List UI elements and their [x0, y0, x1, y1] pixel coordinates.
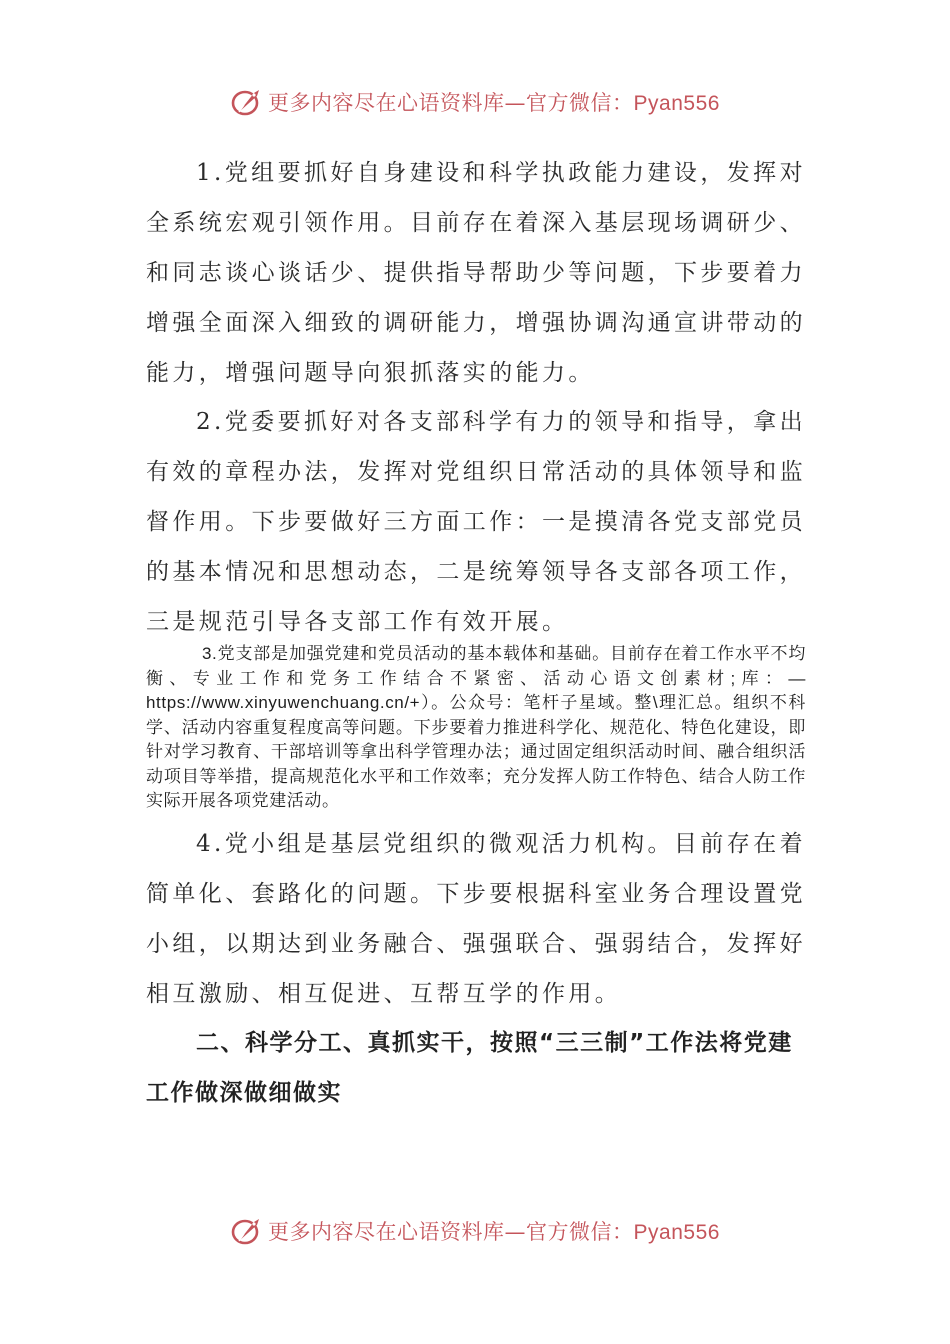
paragraph-4: 4.党小组是基层党组织的微观活力机构。目前存在着简单化、套路化的问题。下步要根据科室业务合理设置党小组，以期达到业务融合、强强联合、强弱结合，发挥好相互激励、相互促进、互帮互学的作用。: [146, 831, 806, 1007]
footer-watermark-banner: [0, 1209, 950, 1253]
header-banner-text: 更多内容尽在心语资料库—官方微信：Pyan556: [268, 91, 720, 115]
section-heading: 二、科学分工、真抓实干，按照“三三制”工作法将党建工作做深做细做实: [146, 1030, 793, 1106]
paragraph-3: 3.党支部是加强党建和党员活动的基本载体和基础。目前存在着工作水平不均衡、专业工作和党务工作结合不紧密、活动心语文创素材;库：—https://www.xinyuwenchuang.cn/+）。公众号：笔杆子星域。整\理汇总。组织不科学、活动内容重复程度高等问题。下步要着力推进科学化、规范化、特色化建设，即针对学习教育、干部培训等拿出科学管理办法；通过固定组织活动时间、融合组织活动项目等举措，提高规范化水平和工作效率；充分发挥人防工作特色、结合人防工作实际开展各项党建活动。: [146, 644, 806, 810]
pen-nib-logo-icon: [230, 85, 264, 119]
header-banner-id: Pyan556: [633, 92, 720, 115]
footer-banner-text: 更多内容尽在心语资料库—官方微信：Pyan556: [268, 1220, 720, 1244]
footer-banner-id: Pyan556: [633, 1221, 720, 1244]
header-watermark-banner: [0, 80, 950, 124]
paragraph-2: 2.党委要抓好对各支部科学有力的领导和指导，拿出有效的章程办法，发挥对党组织日常活动的具体领导和监督作用。下步要做好三方面工作：一是摸清各党支部党员的基本情况和思想动态，二是统筹领导各支部各项工作，三是规范引导各支部工作有效开展。: [146, 409, 806, 635]
pen-nib-logo-icon: [230, 1214, 264, 1248]
paragraph-1: 1.党组要抓好自身建设和科学执政能力建设，发挥对全系统宏观引领作用。目前存在着深入基层现场调研少、和同志谈心谈话少、提供指导帮助少等问题，下步要着力增强全面深入细致的调研能力，增强协调沟通宣讲带动的能力，增强问题导向狠抓落实的能力。: [146, 160, 806, 386]
